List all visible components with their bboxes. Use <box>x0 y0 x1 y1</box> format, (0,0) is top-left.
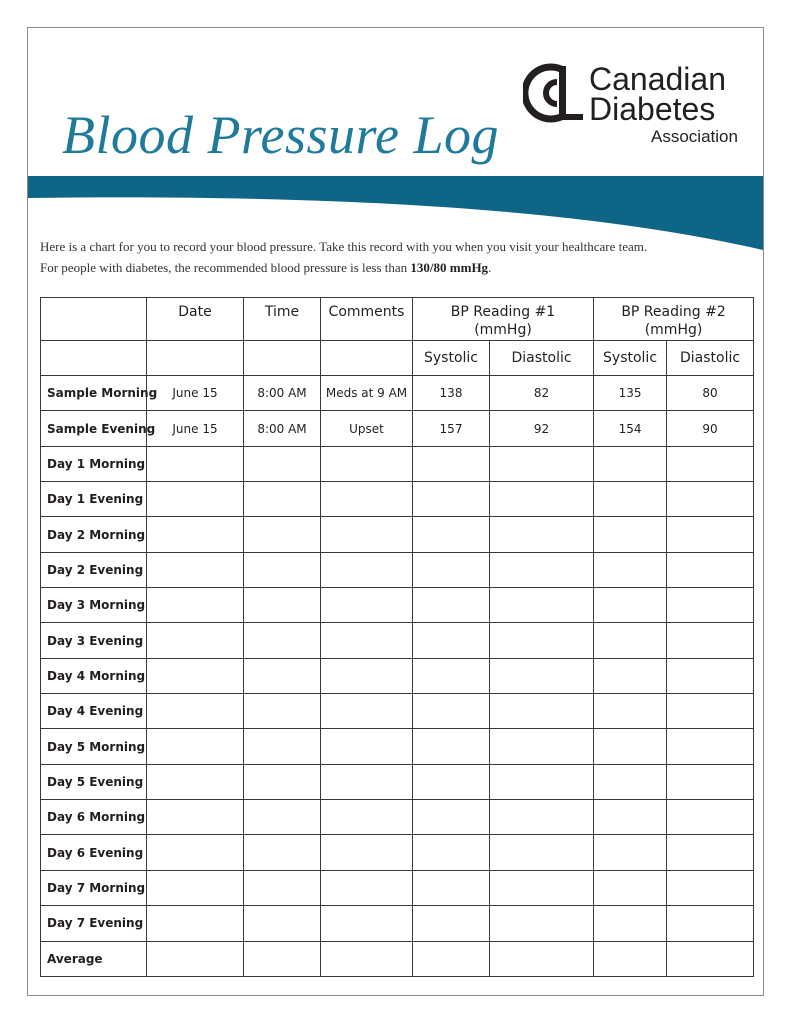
cell-sys1[interactable] <box>413 694 490 729</box>
cell-sys1[interactable] <box>413 906 490 941</box>
cell-sys2[interactable] <box>594 800 667 835</box>
cell-sys2[interactable] <box>594 835 667 870</box>
cell-comments[interactable] <box>321 517 413 552</box>
row-label: Day 2 Morning <box>41 517 147 552</box>
cell-date[interactable] <box>147 870 244 905</box>
cell-date[interactable]: June 15 <box>147 411 244 446</box>
cell-comments[interactable] <box>321 906 413 941</box>
cell-dia2[interactable] <box>667 835 754 870</box>
subheader-blank-1 <box>41 341 147 376</box>
row-label: Day 5 Morning <box>41 729 147 764</box>
cell-sys2[interactable] <box>594 446 667 481</box>
table-row <box>41 906 754 941</box>
cell-time[interactable] <box>244 517 321 552</box>
header-date: Date <box>147 298 244 341</box>
cell-sys1[interactable] <box>413 517 490 552</box>
cell-time[interactable] <box>244 870 321 905</box>
subheader-blank-3 <box>244 341 321 376</box>
cell-date[interactable] <box>147 446 244 481</box>
cell-comments[interactable]: Meds at 9 AM <box>321 376 413 411</box>
cell-sys1[interactable] <box>413 764 490 799</box>
table-row <box>41 941 754 977</box>
cell-dia2[interactable] <box>667 658 754 693</box>
cell-comments[interactable] <box>321 588 413 623</box>
header-bp-reading-1-title: BP Reading #1 <box>450 304 556 320</box>
cell-dia1[interactable] <box>490 941 594 977</box>
table-row <box>41 411 754 446</box>
intro-line-2-suffix: . <box>488 260 492 275</box>
cell-date[interactable] <box>147 482 244 517</box>
cell-comments[interactable]: Upset <box>321 411 413 446</box>
cell-sys2[interactable] <box>594 870 667 905</box>
cell-date[interactable] <box>147 694 244 729</box>
log-body <box>41 376 754 977</box>
cell-sys1[interactable] <box>413 623 490 658</box>
cell-dia2[interactable] <box>667 941 754 977</box>
table-row <box>41 552 754 587</box>
cell-sys2[interactable] <box>594 941 667 977</box>
cell-sys2[interactable] <box>594 623 667 658</box>
table-row <box>41 800 754 835</box>
header-row <box>41 298 754 341</box>
cell-comments[interactable] <box>321 552 413 587</box>
cell-dia2[interactable] <box>667 906 754 941</box>
cell-dia1[interactable] <box>490 835 594 870</box>
row-label: Day 6 Morning <box>41 800 147 835</box>
table-row <box>41 835 754 870</box>
cell-sys1[interactable] <box>413 800 490 835</box>
header-bp-reading-1-unit: (mmHg) <box>474 322 532 338</box>
cda-logo <box>523 62 753 152</box>
bp-log-table <box>40 297 754 977</box>
header-comments: Comments <box>321 298 413 341</box>
row-label: Average <box>41 941 147 977</box>
header-bp-reading-1 <box>413 298 594 341</box>
cell-date[interactable] <box>147 941 244 977</box>
row-label: Day 6 Evening <box>41 835 147 870</box>
cell-dia2[interactable] <box>667 694 754 729</box>
cell-sys1[interactable] <box>413 729 490 764</box>
cell-time[interactable] <box>244 623 321 658</box>
cell-sys1[interactable] <box>413 941 490 977</box>
table-row <box>41 482 754 517</box>
row-label: Day 3 Morning <box>41 588 147 623</box>
cell-time[interactable]: 8:00 AM <box>244 376 321 411</box>
intro-line-2 <box>40 257 647 278</box>
cell-sys2[interactable] <box>594 906 667 941</box>
table-row <box>41 729 754 764</box>
cell-sys1[interactable] <box>413 552 490 587</box>
cell-dia2[interactable] <box>667 588 754 623</box>
logo-text-diabetes: Diabetes <box>589 91 716 127</box>
cell-dia1[interactable] <box>490 623 594 658</box>
cell-comments[interactable] <box>321 764 413 799</box>
cell-date[interactable]: June 15 <box>147 376 244 411</box>
cell-time[interactable] <box>244 446 321 481</box>
cell-dia1[interactable] <box>490 482 594 517</box>
cell-sys1[interactable] <box>413 482 490 517</box>
cell-dia1[interactable]: 92 <box>490 411 594 446</box>
cell-dia2[interactable] <box>667 623 754 658</box>
cell-time[interactable] <box>244 906 321 941</box>
subheader-systolic-2: Systolic <box>594 341 667 376</box>
row-label: Day 5 Evening <box>41 764 147 799</box>
table-row <box>41 870 754 905</box>
cell-dia1[interactable] <box>490 446 594 481</box>
cell-date[interactable] <box>147 588 244 623</box>
row-label: Sample Morning <box>41 376 147 411</box>
cell-dia2[interactable] <box>667 729 754 764</box>
cell-sys1[interactable]: 157 <box>413 411 490 446</box>
cell-time[interactable] <box>244 835 321 870</box>
intro-text <box>40 236 647 278</box>
table-row <box>41 446 754 481</box>
cell-comments[interactable] <box>321 482 413 517</box>
cell-comments[interactable] <box>321 446 413 481</box>
cell-sys2[interactable] <box>594 729 667 764</box>
cell-date[interactable] <box>147 764 244 799</box>
intro-line-1: Here is a chart for you to record your blood pressure. Take this record with you when you visit your healthcare team. <box>40 239 648 254</box>
cell-date[interactable] <box>147 906 244 941</box>
cell-dia2[interactable] <box>667 517 754 552</box>
row-label: Day 7 Evening <box>41 906 147 941</box>
cell-dia2[interactable] <box>667 552 754 587</box>
table-row <box>41 658 754 693</box>
cell-dia2[interactable] <box>667 800 754 835</box>
table-row <box>41 588 754 623</box>
page-title: Blood Pressure Log <box>62 105 499 165</box>
row-label: Day 4 Evening <box>41 694 147 729</box>
cell-date[interactable] <box>147 623 244 658</box>
cell-date[interactable] <box>147 658 244 693</box>
cell-time[interactable] <box>244 552 321 587</box>
cell-sys2[interactable] <box>594 588 667 623</box>
cell-dia2[interactable] <box>667 870 754 905</box>
header-bp-reading-2-unit: (mmHg) <box>644 322 703 338</box>
cell-dia1[interactable] <box>490 694 594 729</box>
cell-comments[interactable] <box>321 941 413 977</box>
cell-dia2[interactable]: 80 <box>667 376 754 411</box>
cell-comments[interactable] <box>321 623 413 658</box>
cell-sys2[interactable] <box>594 517 667 552</box>
cell-sys1[interactable] <box>413 588 490 623</box>
cell-date[interactable] <box>147 835 244 870</box>
header-blank <box>41 298 147 341</box>
cell-dia2[interactable]: 90 <box>667 411 754 446</box>
cell-time[interactable] <box>244 694 321 729</box>
cell-sys2[interactable]: 135 <box>594 376 667 411</box>
logo-text-canadian: Canadian <box>589 61 726 97</box>
cell-sys2[interactable]: 154 <box>594 411 667 446</box>
cell-dia1[interactable]: 82 <box>490 376 594 411</box>
cell-time[interactable] <box>244 588 321 623</box>
cell-sys1[interactable] <box>413 446 490 481</box>
cell-sys2[interactable] <box>594 482 667 517</box>
subheader-diastolic-2: Diastolic <box>667 341 754 376</box>
table-row <box>41 694 754 729</box>
cell-sys2[interactable] <box>594 552 667 587</box>
cell-date[interactable] <box>147 552 244 587</box>
table-row <box>41 517 754 552</box>
cell-sys1[interactable]: 138 <box>413 376 490 411</box>
cell-time[interactable] <box>244 482 321 517</box>
row-label: Day 1 Morning <box>41 446 147 481</box>
table-row <box>41 376 754 411</box>
cell-comments[interactable] <box>321 729 413 764</box>
recommended-bp-value: 130/80 mmHg <box>410 260 489 275</box>
cell-sys2[interactable] <box>594 658 667 693</box>
subheader-row <box>41 341 754 376</box>
intro-line-2-prefix: For people with diabetes, the recommended blood pressure is less than <box>40 260 408 275</box>
cell-dia1[interactable] <box>490 800 594 835</box>
cell-comments[interactable] <box>321 800 413 835</box>
cell-sys2[interactable] <box>594 764 667 799</box>
subheader-diastolic-1: Diastolic <box>490 341 594 376</box>
row-label: Day 7 Morning <box>41 870 147 905</box>
cell-sys1[interactable] <box>413 835 490 870</box>
cell-sys1[interactable] <box>413 870 490 905</box>
cell-dia1[interactable] <box>490 658 594 693</box>
cell-dia1[interactable] <box>490 517 594 552</box>
row-label: Day 4 Morning <box>41 658 147 693</box>
cell-time[interactable] <box>244 800 321 835</box>
cell-comments[interactable] <box>321 870 413 905</box>
cell-dia2[interactable] <box>667 482 754 517</box>
cda-logo-mark-icon <box>523 62 585 124</box>
table-row <box>41 764 754 799</box>
cell-time[interactable] <box>244 658 321 693</box>
row-label: Sample Evening <box>41 411 147 446</box>
cell-date[interactable] <box>147 517 244 552</box>
table-row <box>41 623 754 658</box>
header-bp-reading-2 <box>594 298 754 341</box>
cell-dia2[interactable] <box>667 764 754 799</box>
header-bp-reading-2-title: BP Reading #2 <box>621 304 726 320</box>
cell-comments[interactable] <box>321 694 413 729</box>
cell-date[interactable] <box>147 800 244 835</box>
subheader-systolic-1: Systolic <box>413 341 490 376</box>
cell-dia1[interactable] <box>490 906 594 941</box>
row-label: Day 1 Evening <box>41 482 147 517</box>
cell-dia1[interactable] <box>490 764 594 799</box>
cell-sys1[interactable] <box>413 658 490 693</box>
cell-time[interactable]: 8:00 AM <box>244 411 321 446</box>
cell-time[interactable] <box>244 764 321 799</box>
cell-date[interactable] <box>147 729 244 764</box>
cell-time[interactable] <box>244 729 321 764</box>
cell-sys2[interactable] <box>594 694 667 729</box>
logo-text-association: Association <box>651 127 738 146</box>
subheader-blank-4 <box>321 341 413 376</box>
cell-dia1[interactable] <box>490 588 594 623</box>
cell-time[interactable] <box>244 941 321 977</box>
row-label: Day 2 Evening <box>41 552 147 587</box>
subheader-blank-2 <box>147 341 244 376</box>
cell-comments[interactable] <box>321 835 413 870</box>
cell-dia2[interactable] <box>667 446 754 481</box>
cell-dia1[interactable] <box>490 870 594 905</box>
cell-dia1[interactable] <box>490 552 594 587</box>
row-label: Day 3 Evening <box>41 623 147 658</box>
cell-dia1[interactable] <box>490 729 594 764</box>
cell-comments[interactable] <box>321 658 413 693</box>
header-time: Time <box>244 298 321 341</box>
